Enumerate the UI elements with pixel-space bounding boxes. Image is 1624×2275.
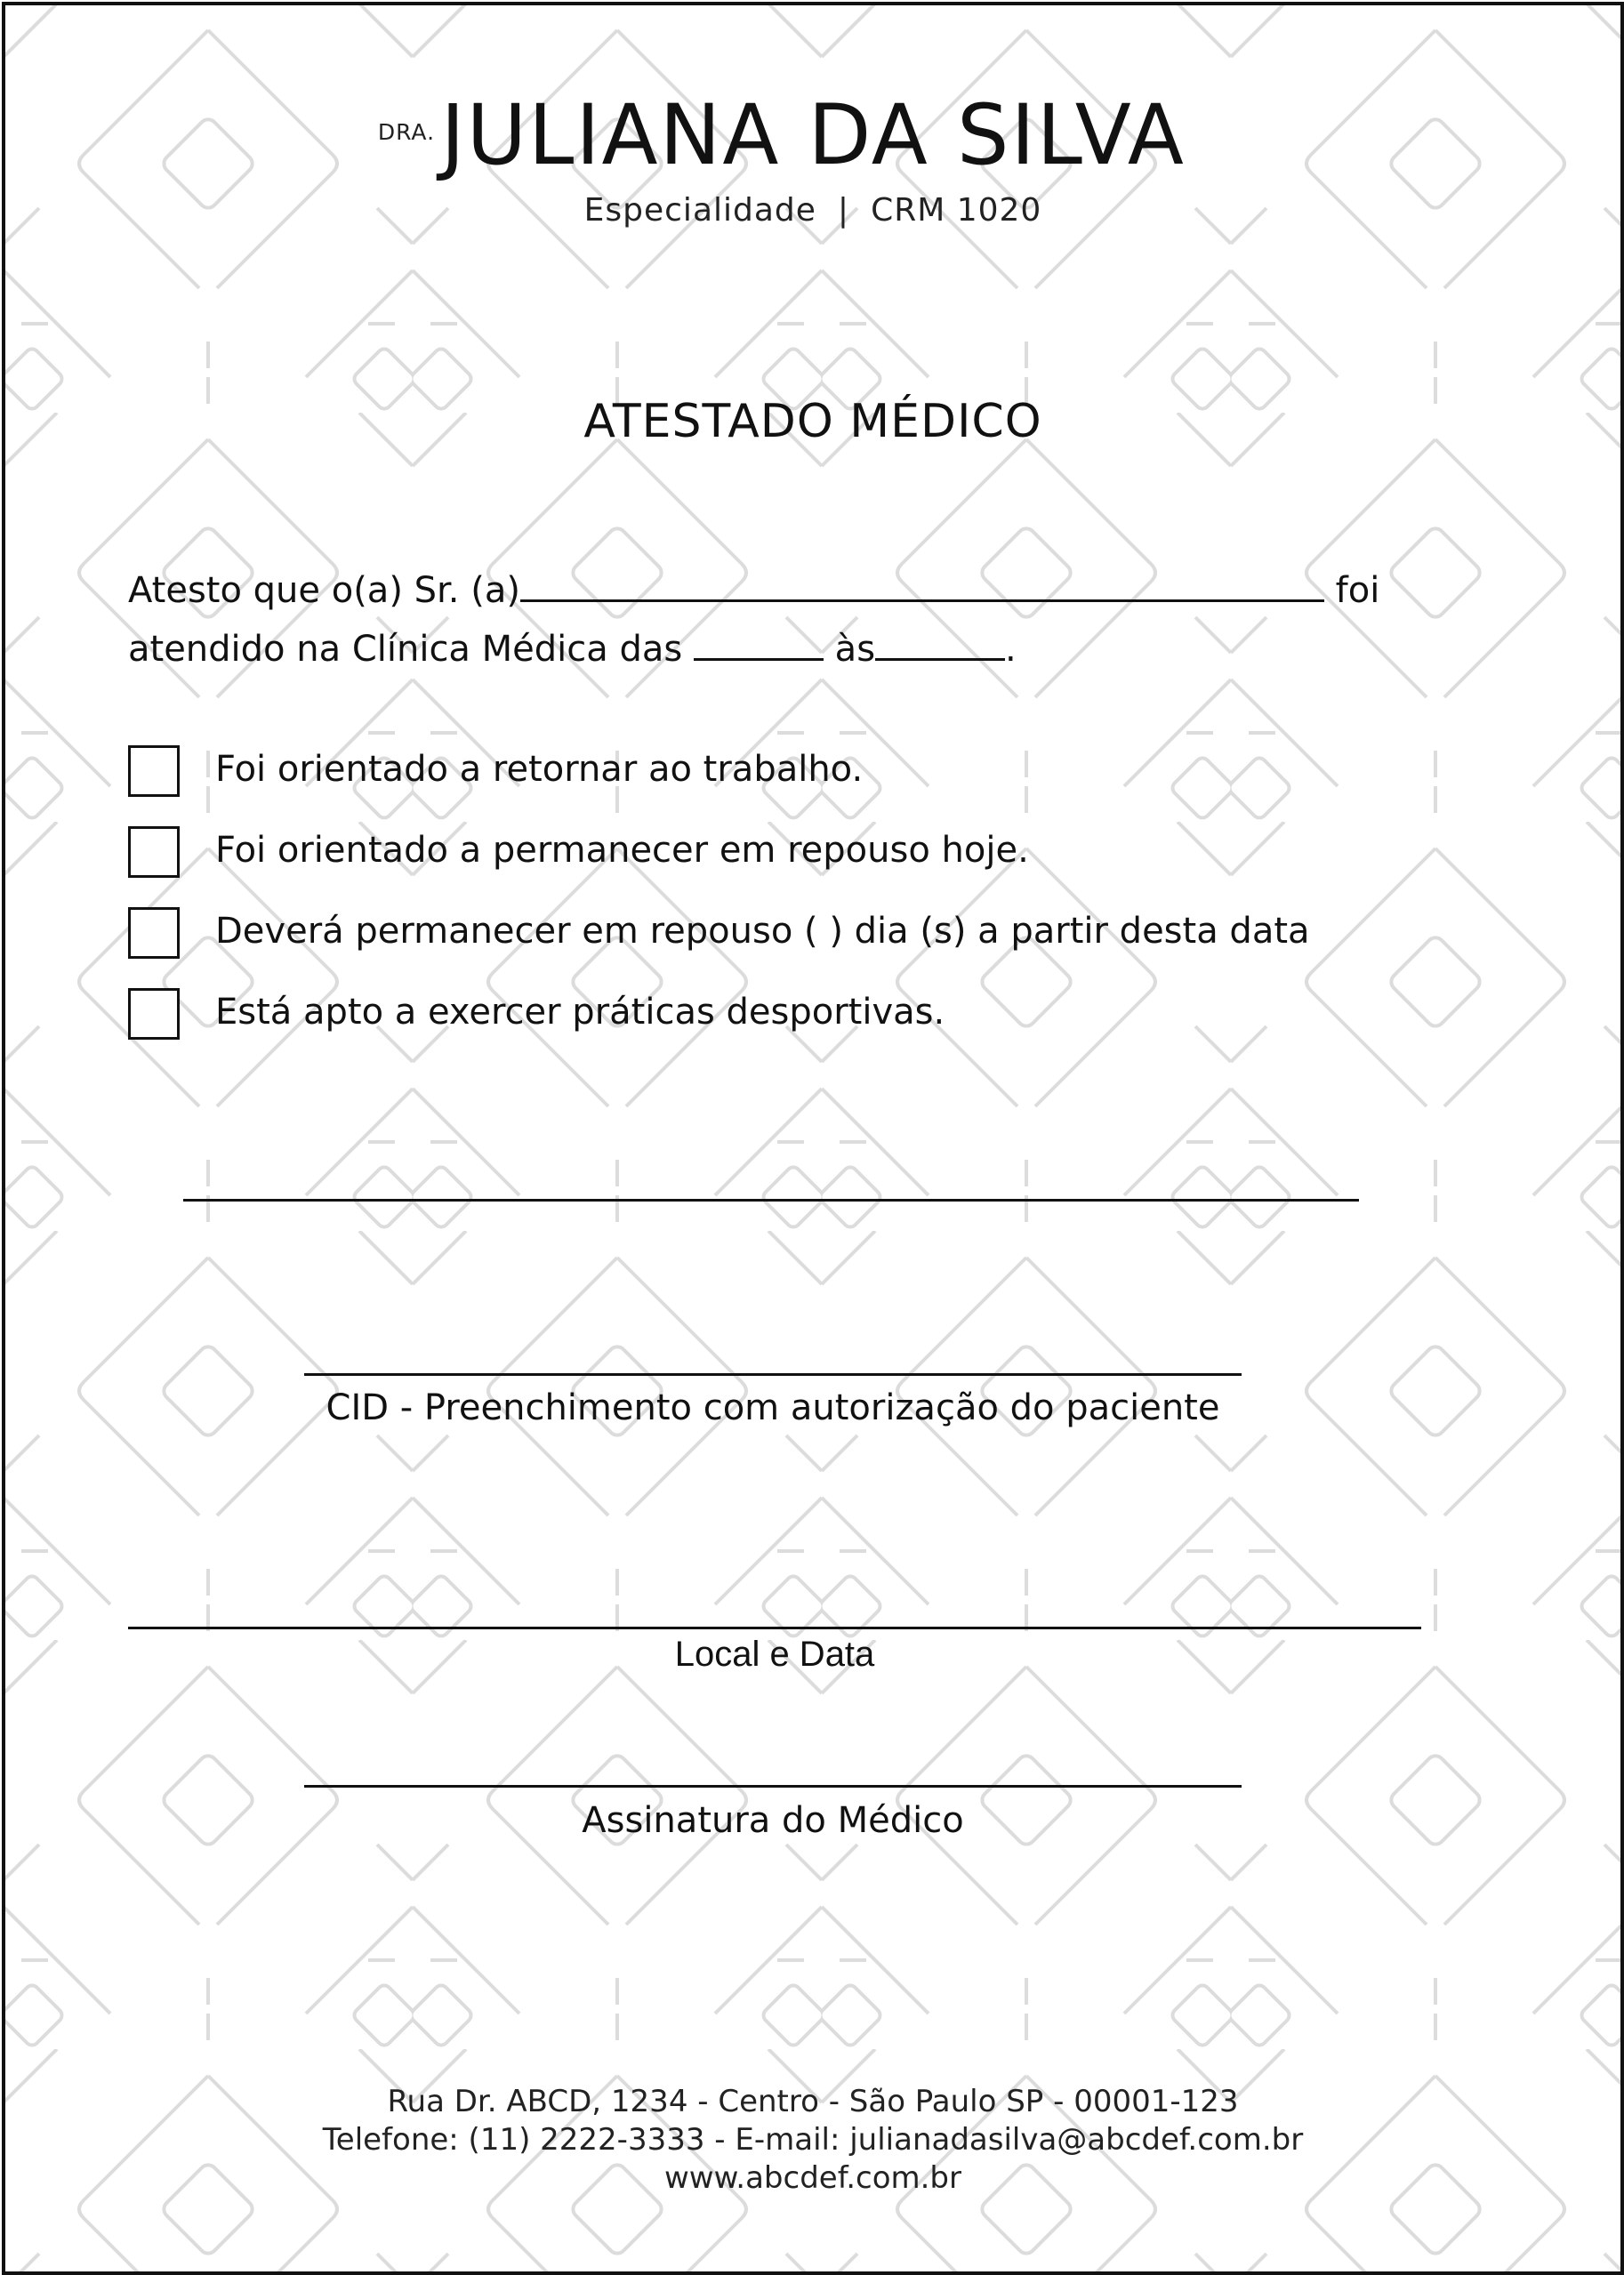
footer-contact-line: Telefone: (11) 2222-3333 - E-mail: julianadasilva@abcdef.com.br <box>322 2122 1304 2158</box>
checkbox-rest-today[interactable] <box>128 826 180 878</box>
statement-line2-middle: às <box>823 629 876 670</box>
cid-line[interactable] <box>304 1373 1242 1376</box>
background-pattern <box>5 5 1620 2271</box>
attestation-statement <box>128 560 1515 678</box>
statement-line1-start: Atesto que o(a) Sr. (a) <box>128 570 520 611</box>
local-date-line[interactable] <box>128 1627 1421 1629</box>
statement-line-1 <box>128 560 1515 619</box>
footer-contact <box>5 2083 1620 2198</box>
statement-line-2 <box>128 619 1515 678</box>
option-label: Está apto a exercer práticas desportivas. <box>215 992 945 1033</box>
statement-line1-end: foi <box>1323 570 1380 611</box>
notes-line[interactable] <box>183 1199 1359 1202</box>
signature-caption: Assinatura do Médico <box>582 1800 964 1841</box>
option-label: Foi orientado a permanecer em repouso hoje. <box>215 830 1029 871</box>
footer-address: Rua Dr. ABCD, 1234 - Centro - São Paulo SP - 00001-123 <box>387 2084 1239 2119</box>
statement-line2-start: atendido na Clínica Médica das <box>128 629 694 670</box>
footer-website[interactable]: www.abcdef.com.br <box>663 2160 961 2196</box>
start-time-blank[interactable] <box>694 619 824 661</box>
checkbox-return-to-work[interactable] <box>128 745 180 797</box>
end-time-blank[interactable] <box>875 619 1005 661</box>
doctor-name-line <box>377 87 1193 184</box>
document-title: ATESTADO MÉDICO <box>583 395 1042 448</box>
specialty-line <box>5 192 1620 229</box>
statement-line2-end: . <box>1005 629 1017 670</box>
letterhead <box>5 87 1620 229</box>
specialty-separator: | <box>837 192 850 229</box>
option-label: Foi orientado a retornar ao trabalho. <box>215 749 864 790</box>
crm-number: CRM 1020 <box>871 192 1042 229</box>
option-label: Deverá permanecer em repouso ( ) dia (s) a partir desta data <box>215 911 1310 952</box>
document-page <box>2 2 1624 2275</box>
checkbox-fit-for-sports[interactable] <box>128 988 180 1040</box>
signature-line[interactable] <box>304 1785 1242 1788</box>
specialty-text: Especialidade <box>583 192 816 229</box>
patient-name-blank[interactable] <box>520 560 1324 602</box>
local-date-caption: Local e Data <box>674 1635 875 1674</box>
doctor-name: JULIANA DA SILVA <box>440 87 1186 184</box>
doctor-title-prefix: DRA. <box>377 119 436 145</box>
checkbox-rest-days[interactable] <box>128 907 180 959</box>
cid-caption: CID - Preenchimento com autorização do paciente <box>326 1387 1220 1428</box>
